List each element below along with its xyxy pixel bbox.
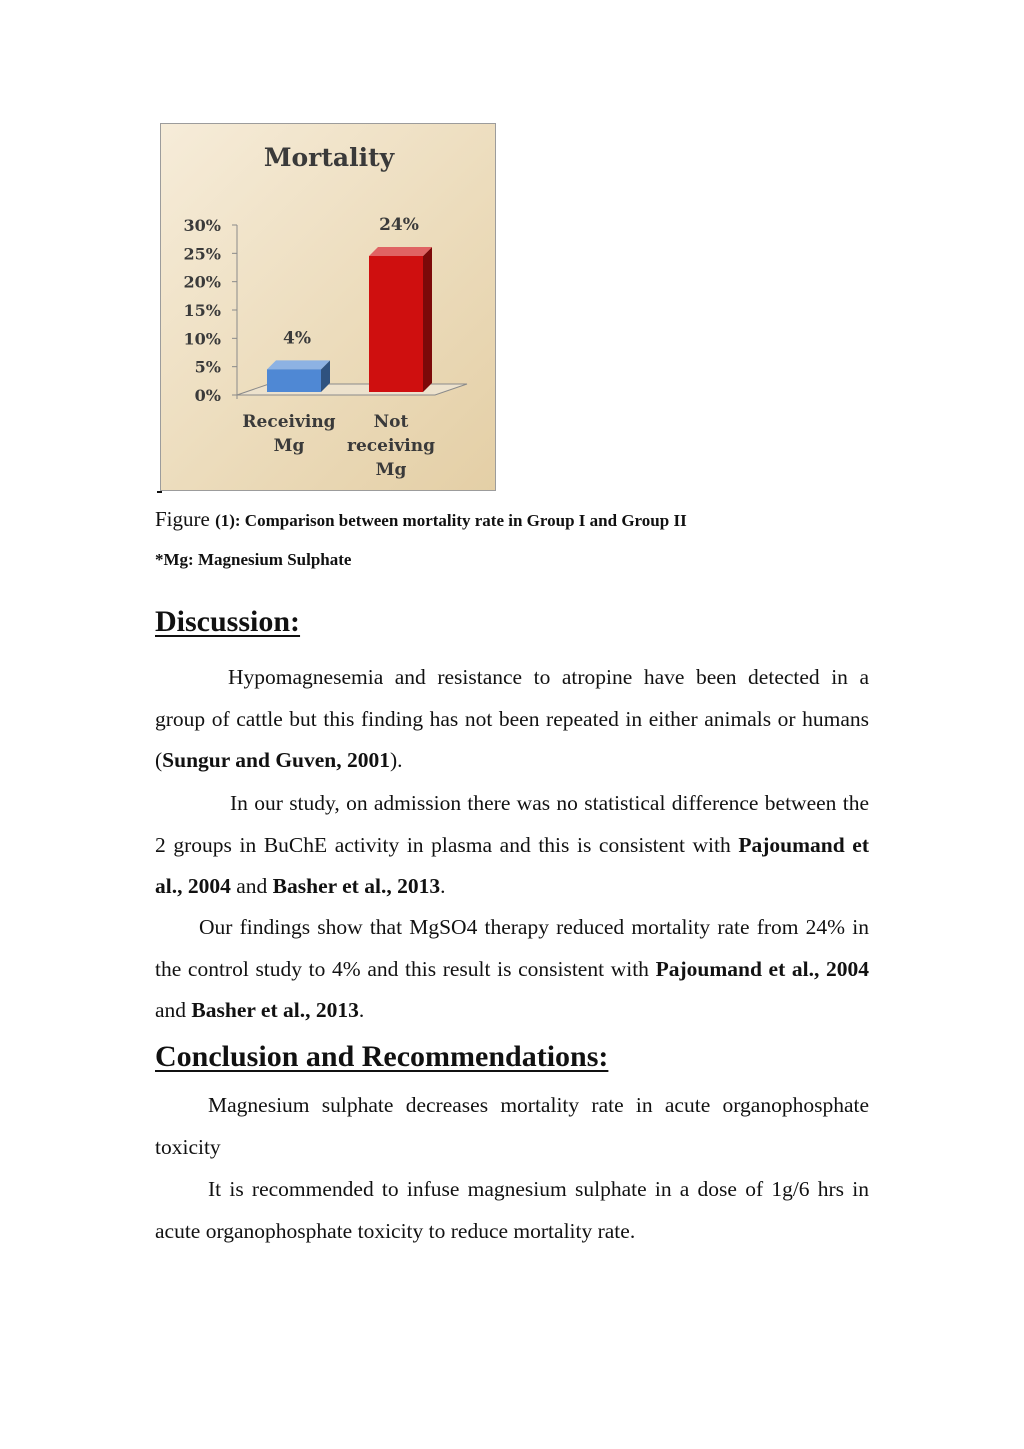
citation: Pajoumand et al., 2004 xyxy=(155,832,869,899)
bar-top xyxy=(267,360,330,369)
mortality-chart-svg xyxy=(161,124,497,492)
text-run: and xyxy=(230,874,273,899)
chart-title: Mortality xyxy=(263,143,395,172)
bar-side xyxy=(423,247,432,392)
x-tick-label: receiving xyxy=(347,436,435,456)
data-label: 24% xyxy=(379,215,419,235)
y-tick-label: 15% xyxy=(183,301,221,320)
figure-note: *Mg: Magnesium Sulphate xyxy=(155,550,352,569)
data-label: 4% xyxy=(283,328,311,349)
citation: Basher et al., 2013 xyxy=(272,874,441,899)
x-tick-label: Mg xyxy=(273,436,305,456)
text-cursor-mark xyxy=(157,491,162,493)
bar xyxy=(369,256,423,392)
figure-caption-text: (1): Comparison between mortality rate in Group I and Group II xyxy=(215,511,687,530)
discussion-paragraph-3 xyxy=(155,907,869,1032)
y-tick-label: 0% xyxy=(194,386,221,405)
text-run: Our findings show that MgSO4 therapy reduced mortality rate from 24% in the control study to 4% and this result is consistent with xyxy=(155,915,869,981)
x-tick-label: Receiving xyxy=(242,412,336,432)
y-tick-label: 10% xyxy=(183,329,221,349)
figure-caption xyxy=(155,507,687,532)
figure-caption-prefix: Figure xyxy=(155,507,216,531)
discussion-paragraph-2 xyxy=(155,783,869,908)
conclusion-heading: Conclusion and Recommendations: xyxy=(155,1040,609,1073)
x-tick-label: Not xyxy=(373,412,409,432)
citation: Pajoumand et al., 2004 xyxy=(655,956,869,981)
citation: Basher et al., 2013 xyxy=(191,998,359,1023)
discussion-paragraph-1 xyxy=(155,657,869,782)
text-run: Hypomagnesemia and resistance to atropine have been detected in a group of cattle but this finding has not been repeated in either animals or humans ( xyxy=(155,665,869,773)
x-tick-label: Mg xyxy=(375,460,407,480)
text-run: and xyxy=(155,998,192,1023)
y-tick-label: 25% xyxy=(183,244,221,264)
discussion-heading: Discussion: xyxy=(155,605,301,638)
y-tick-label: 20% xyxy=(183,272,221,292)
text-run: . xyxy=(440,874,446,899)
y-tick-label: 5% xyxy=(194,357,221,377)
citation: Sungur and Guven, 2001 xyxy=(162,748,391,773)
conclusion-paragraph-1: Magnesium sulphate decreases mortality rate in acute organophosphate toxicity xyxy=(155,1093,869,1159)
text-run: ). xyxy=(390,748,403,773)
y-tick-label: 30% xyxy=(183,216,221,235)
bar xyxy=(267,369,321,392)
text-run: . xyxy=(358,998,365,1023)
bar-top xyxy=(369,247,432,256)
conclusion-paragraph-2: It is recommended to infuse magnesium sulphate in a dose of 1g/6 hrs in acute organophosphate toxicity to reduce mortality rate. xyxy=(155,1177,869,1243)
mortality-chart xyxy=(160,123,496,491)
text-run: In our study, on admission there was no statistical difference between the 2 groups in BuChE activity in plasma and this is consistent with xyxy=(155,791,869,857)
